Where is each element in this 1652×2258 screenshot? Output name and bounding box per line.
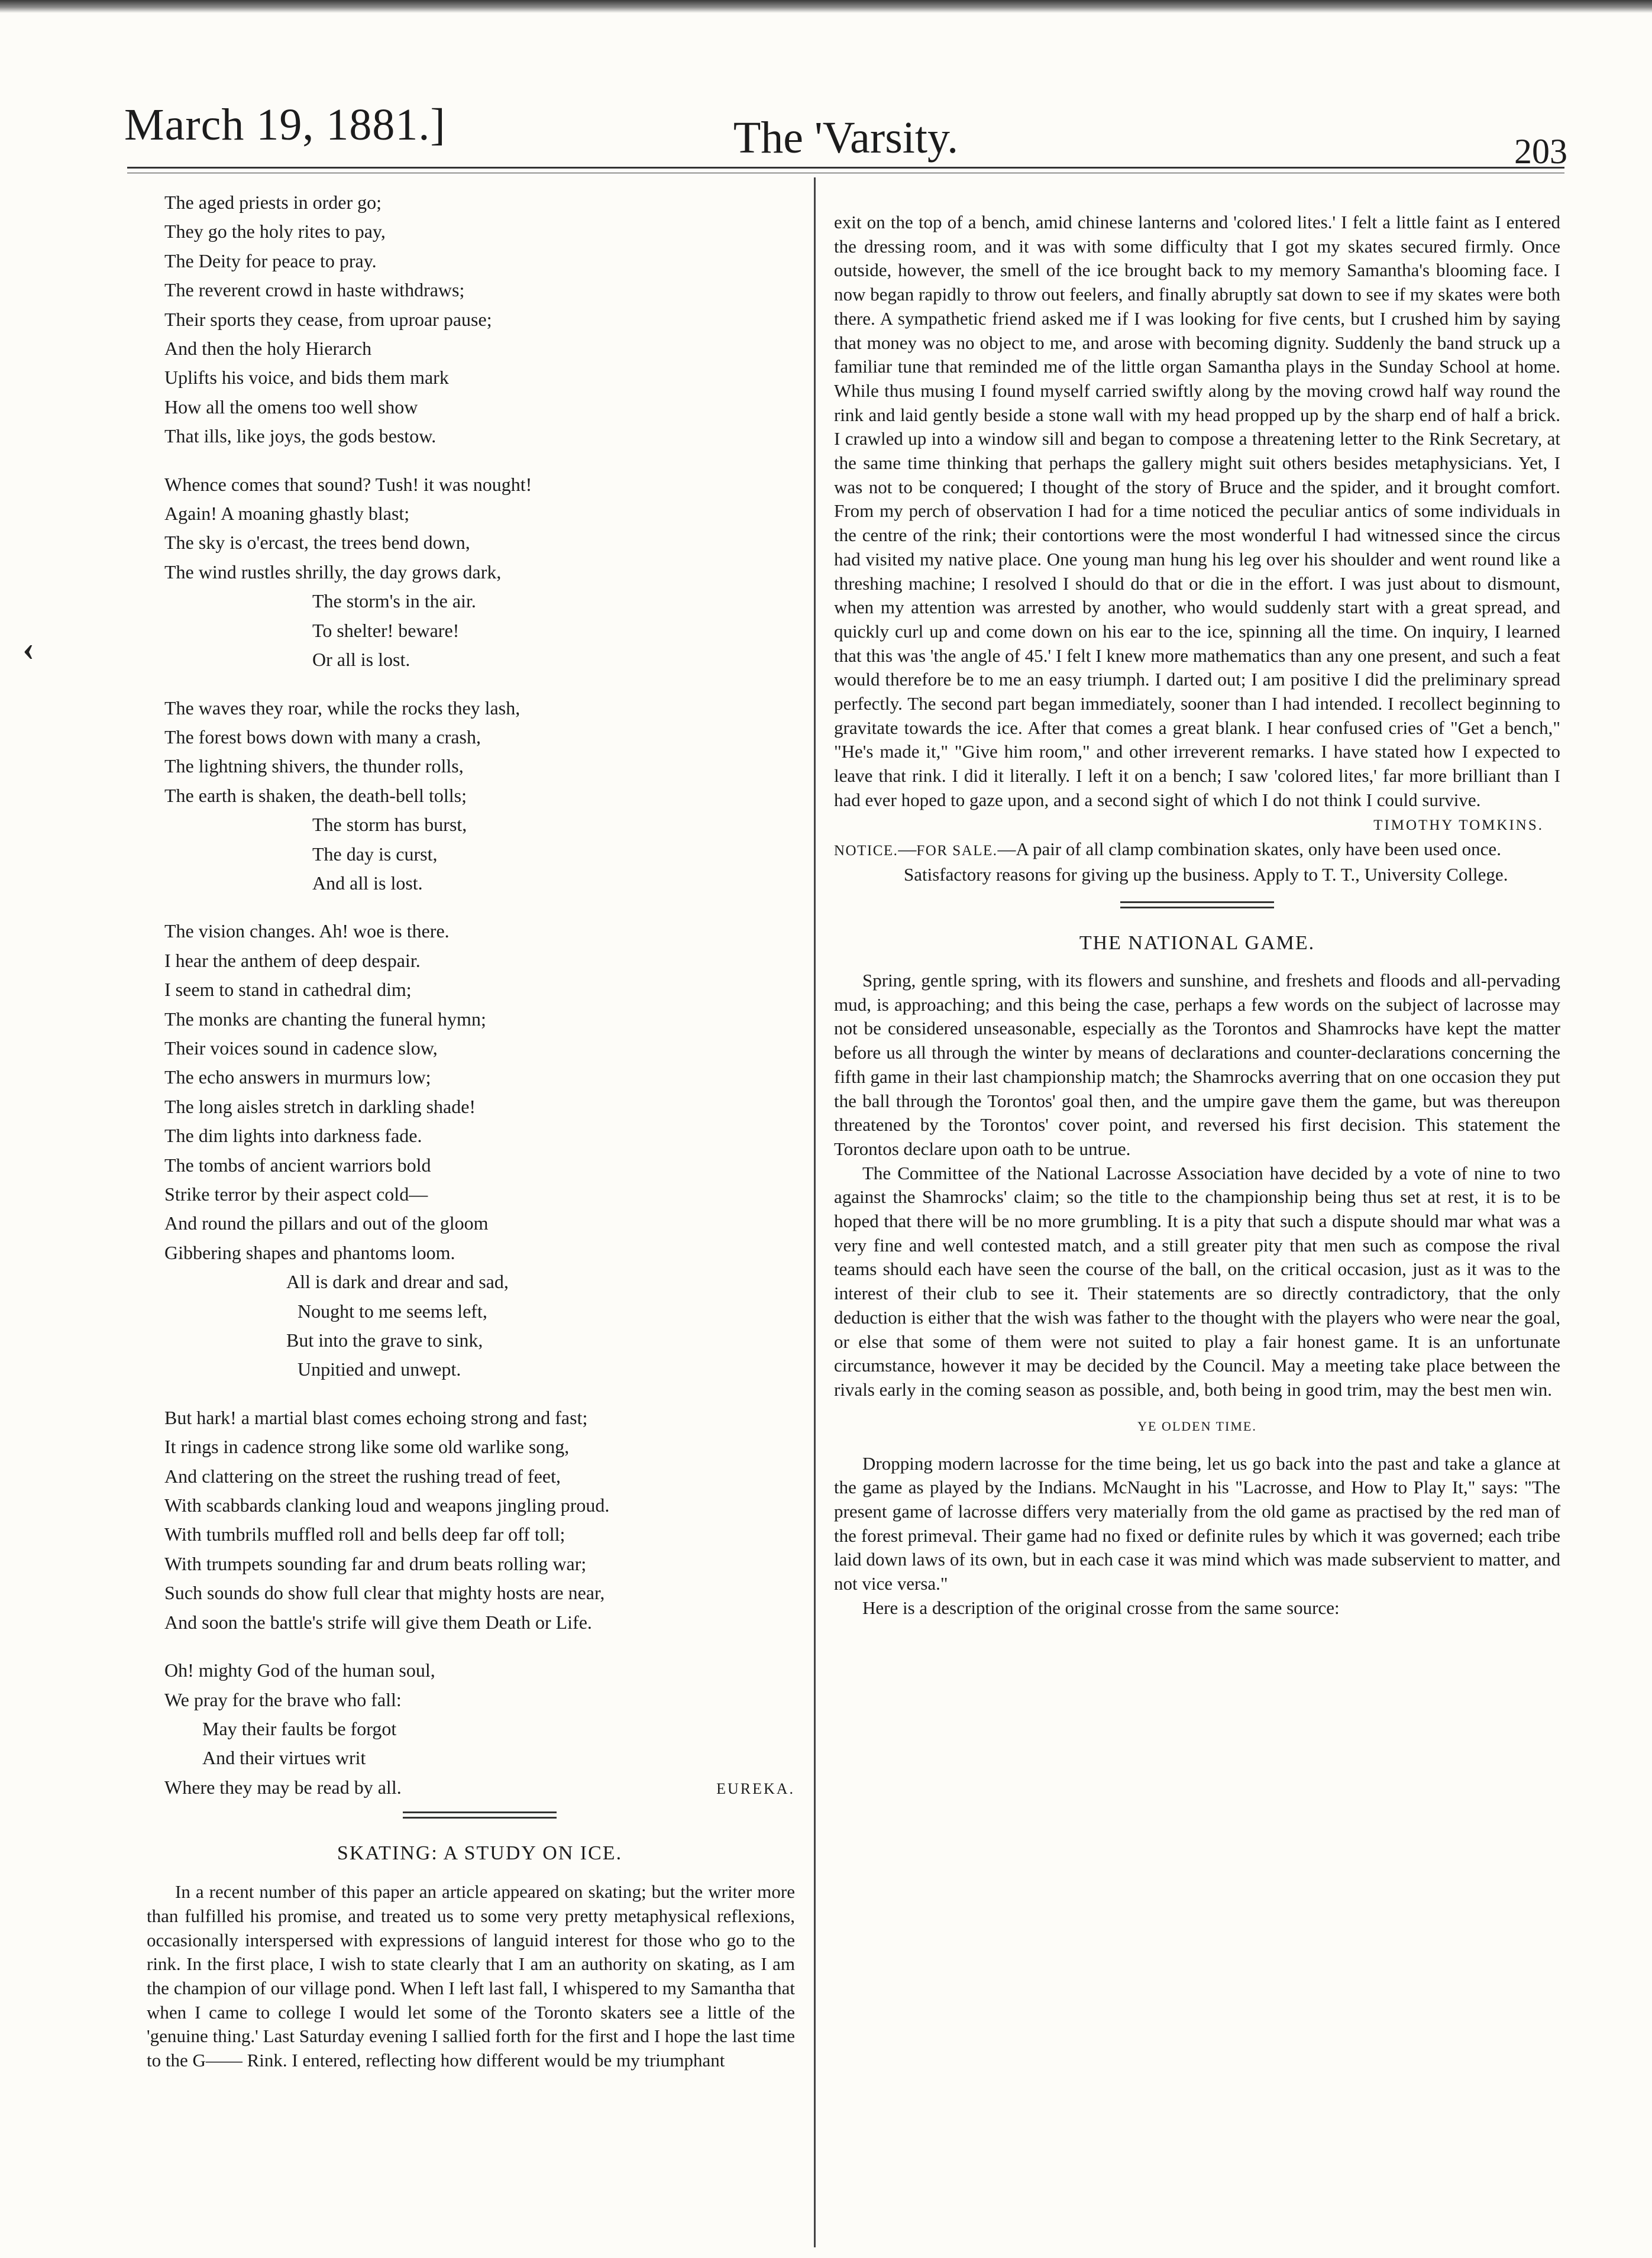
notice-label: NOTICE.: [834, 842, 898, 859]
poem-line: The tombs of ancient warriors bold: [164, 1154, 431, 1176]
page-number: 203: [1514, 132, 1567, 171]
poem-line: And their virtues writ: [202, 1747, 366, 1769]
poem-stanza: [164, 1656, 795, 1803]
poem-line: I hear the anthem of deep despair.: [164, 949, 421, 971]
header-rule: [127, 167, 1564, 169]
poem-stanza: [164, 188, 795, 451]
poem-line: The reverent crowd in haste withdraws;: [164, 279, 465, 301]
poem-line: It rings in cadence strong like some old warlike song,: [164, 1436, 570, 1458]
poem-line: And clattering on the street the rushing tread of feet,: [164, 1465, 561, 1487]
poem-line: And all is lost.: [312, 872, 423, 894]
poem-line: With scabbards clanking loud and weapons jingling proud.: [164, 1494, 610, 1516]
poem-line: And round the pillars and out of the gloom: [164, 1212, 489, 1234]
poem-stanza: [164, 470, 795, 675]
poem-line: The storm's in the air.: [312, 590, 476, 612]
poem-line: Such sounds do show full clear that mighty hosts are near,: [164, 1582, 605, 1604]
poem: [164, 188, 795, 1803]
poem-line: Whence comes that sound? Tush! it was nought!: [164, 473, 532, 495]
notice-sale: FOR SALE.: [916, 842, 998, 859]
poem-line: The forest bows down with many a crash,: [164, 726, 481, 748]
poem-line: The aged priests in order go;: [164, 192, 382, 213]
poem-line: May their faults be forgot: [202, 1717, 397, 1739]
poem-line: The dim lights into darkness fade.: [164, 1125, 422, 1147]
right-column: [834, 211, 1560, 1620]
poem-line: Unpitied and unwept.: [298, 1358, 461, 1380]
margin-mark: ‹: [22, 629, 34, 668]
poem-line: That ills, like joys, the gods bestow.: [164, 425, 437, 447]
poem-line: The long aisles stretch in darkling shade!: [164, 1095, 476, 1117]
poem-line: I seem to stand in cathedral dim;: [164, 979, 412, 1001]
skating-author: TIMOTHY TOMKINS.: [1373, 817, 1544, 833]
national-game-title: THE NATIONAL GAME.: [1079, 931, 1315, 954]
poem-line: Again! A moaning ghastly blast;: [164, 503, 410, 525]
poem-line: And then the holy Hierarch: [164, 338, 372, 360]
poem-line: The echo answers in murmurs low;: [164, 1066, 431, 1088]
poem-stanza: [164, 694, 795, 898]
poem-line: We pray for the brave who fall:: [164, 1688, 402, 1710]
issue-date: March 19, 1881.]: [124, 100, 446, 150]
national-game-paragraph: The Committee of the National Lacrosse Association have decided by a vote of nine to two against the Shamrocks' claim; so the title to the championship being thus set at rest, it is to be hoped that there will be no more grumbling. It is a pity that such a dispute should mar what was a very fine and well contested match, and a still greater pity that men such as compose the rival teams should each have seen the course of the ball, on the critical occasion, just as it was to the interest of their club to see it. Their statements are so directly contradictory, that the only deduction is either that the wish was father to the thought with the players who were near the goal, or else that some of them were not suited to play a fair honest game. It is an unfortunate circumstance, however it may be decided by the Council. May a meeting take place between the rivals early in the coming season as possible, and, both being in good trim, may the best men win.: [834, 1162, 1560, 1400]
poem-line: With tumbrils muffled roll and bells deep far off toll;: [164, 1523, 565, 1545]
left-column: [147, 188, 795, 2073]
poem-line: The earth is shaken, the death-bell tolls;: [164, 784, 467, 806]
poem-line: And soon the battle's strife will give them Death or Life.: [164, 1611, 592, 1633]
skating-continued: exit on the top of a bench, amid chinese lanterns and 'colored lites.' I felt a little faint as I entered the dressing room, and it was with some difficulty that I got my skates secured firmly. Once outside, however, the smell of the ice brought back to my memory Samantha's blooming face. I now began rapidly to throw out feelers, and finally abruptly sat down to see if my skates were both there. A sympathetic friend asked me if I was looking for five cents, but I crushed him by saying that money was no object to me, and arose with becoming dignity. Suddenly the band struck up a familiar tune that reminded me of the little organ Samantha plays in the Sunday School at home. While thus musing I found myself carried swiftly along by the moving crowd half way round the rink and laid gently beside a stone wall with my head propped up by the sharp end of half a brick. I crawled up into a window sill and began to compose a threatening letter to the Rink Secretary, at the same time thinking that perhaps the gallery might suit others besides metaphysicians. Yet, I was not to be conquered; I thought of the story of Bruce and the spider, and it brought comfort. From my perch of observation I had for a time noticed the peculiar antics of some individuals in the centre of the rink; their contortions were the most wonderful I had witnessed since the circus had visited my native place. One young man hung his leg over his shoulder and went round like a threshing machine; I resolved I should do that or die in the effort. I was just about to dismount, when my attention was arrested by another, who would suddenly start with a great spread, and quickly curl up and come down on his ear to the ice, spinning all the time. On inquiry, I learned that this was 'the angle of 45.' I felt I knew more mathematics than any one present, and such a feat would therefore be to me an easy triumph. I darted out; I am positive I did the preliminary spread perfectly. The second part began immediately, sooner than I had intended. I recollect beginning to gravitate towards the ice. After that comes a great blank. I hear confused cries of "Get a bench," "He's made it," "Give him room," and other irreverent remarks. I have stated how I expected to leave that rink. I did it literally. I left it on a bench; I saw 'colored lites,' far more brilliant than I had ever hoped to gaze upon, and a second sight of which I do not think I could survive.: [834, 212, 1560, 810]
poem-stanza: [164, 1403, 795, 1637]
olden-time-title: YE OLDEN TIME.: [1137, 1418, 1257, 1434]
poem-line: All is dark and drear and sad,: [286, 1271, 509, 1293]
poem-line: The storm has burst,: [312, 814, 467, 836]
poem-line: Their voices sound in cadence slow,: [164, 1037, 438, 1059]
poem-line: Their sports they cease, from uproar pause;: [164, 308, 492, 330]
poem-line: Or all is lost.: [312, 649, 410, 671]
column-divider: [814, 177, 816, 2247]
national-game-paragraph: Spring, gentle spring, with its flowers and sunshine, and freshets and floods and all-pervading mud, is approaching; and this being the case, perhaps a few words on the subject of lacrosse may not be considered unseasonable, especially as the Torontos and Shamrocks have kept the matter before us all through the winter by means of declarations and counter-declarations concerning the fifth game in their last championship match; the Shamrocks averring that on one occasion they put the ball through the Torontos' goal then, and the umpire gave them the game, but was thereupon threatened by the Torontos' cover point, and reversed his first decision. This statement the Torontos declare upon oath to be untrue.: [834, 969, 1560, 1159]
poem-line: But into the grave to sink,: [286, 1329, 483, 1351]
poem-last-line: [164, 1773, 795, 1803]
scan-edge: [0, 0, 1652, 13]
poem-signature: EUREKA.: [716, 1780, 795, 1797]
olden-time-paragraph: Here is a description of the original crosse from the same source:: [862, 1597, 1340, 1618]
skating-paragraph: In a recent number of this paper an article appeared on skating; but the writer more than fulfilled his promise, and treated us to some very pretty metaphysical reflexions, occasionally interspersed with expressions of languid interest for those who go to the rink. In the first place, I wish to state clearly that I am an authority on skating, as I am the champion of our village pond. When I left last fall, I whispered to my Samantha that when I came to college I would let some of the Toronto skaters see a little of the 'genuine thing.' Last Saturday evening I sallied forth for the first and I hope the last time to the G—— Rink. I entered, reflecting how different would be my triumphant: [147, 1881, 795, 2071]
poem-line: The day is curst,: [312, 843, 438, 865]
poem-line: The sky is o'ercast, the trees bend down,: [164, 532, 470, 554]
poem-line: The monks are chanting the funeral hymn;: [164, 1008, 486, 1030]
poem-line: How all the omens too well show: [164, 396, 418, 418]
poem-line: They go the holy rites to pay,: [164, 221, 386, 242]
poem-line: The Deity for peace to pray.: [164, 250, 377, 271]
poem-line: Strike terror by their aspect cold—: [164, 1183, 428, 1205]
skating-title: SKATING: A STUDY ON ICE.: [337, 1842, 623, 1865]
poem-line: Oh! mighty God of the human soul,: [164, 1659, 435, 1681]
poem-line: The lightning shivers, the thunder rolls,: [164, 755, 464, 777]
poem-line: The waves they roar, while the rocks they lash,: [164, 697, 521, 719]
olden-time-paragraph: Dropping modern lacrosse for the time being, let us go back into the past and take a glance at the game as played by the Indians. McNaught in his "Lacrosse, and How to Play It," says: "The present game of lacrosse differs very materially from the old game as practised by the red man of the forest primeval. Their game had no fixed or definite rules by which it was governed; each tribe laid down laws of its own, but in each case it was mind which was made subservient to matter, and not vice versa.": [834, 1453, 1560, 1594]
poem-line: With trumpets sounding far and drum beats rolling war;: [164, 1552, 587, 1574]
poem-line: To shelter! beware!: [312, 619, 460, 641]
poem-line: Uplifts his voice, and bids them mark: [164, 367, 449, 389]
poem-stanza: [164, 917, 795, 1384]
poem-line: But hark! a martial blast comes echoing strong and fast;: [164, 1406, 588, 1428]
poem-line: The vision changes. Ah! woe is there.: [164, 920, 450, 942]
poem-line: Gibbering shapes and phantoms loom.: [164, 1241, 455, 1263]
notice-text: A pair of all clamp combination skates, only have been used once. Satisfactory reasons for giving up the business. Apply to T. T., University College.: [904, 838, 1508, 885]
poem-line: The wind rustles shrilly, the day grows dark,: [164, 561, 502, 583]
page-header: [124, 89, 1567, 171]
poem-line: Where they may be read by all.: [164, 1776, 402, 1798]
poem-line: Nought to me seems left,: [298, 1300, 487, 1322]
masthead-title: The 'Varsity.: [733, 113, 959, 163]
notice: NOTICE.—FOR SALE.—A pair of all clamp combination skates, only have been used once. Satisfactory reasons for giving up the business. Apply to T. T., University College.: [834, 838, 1508, 885]
section-divider: [1120, 901, 1274, 908]
section-divider: [403, 1811, 557, 1819]
